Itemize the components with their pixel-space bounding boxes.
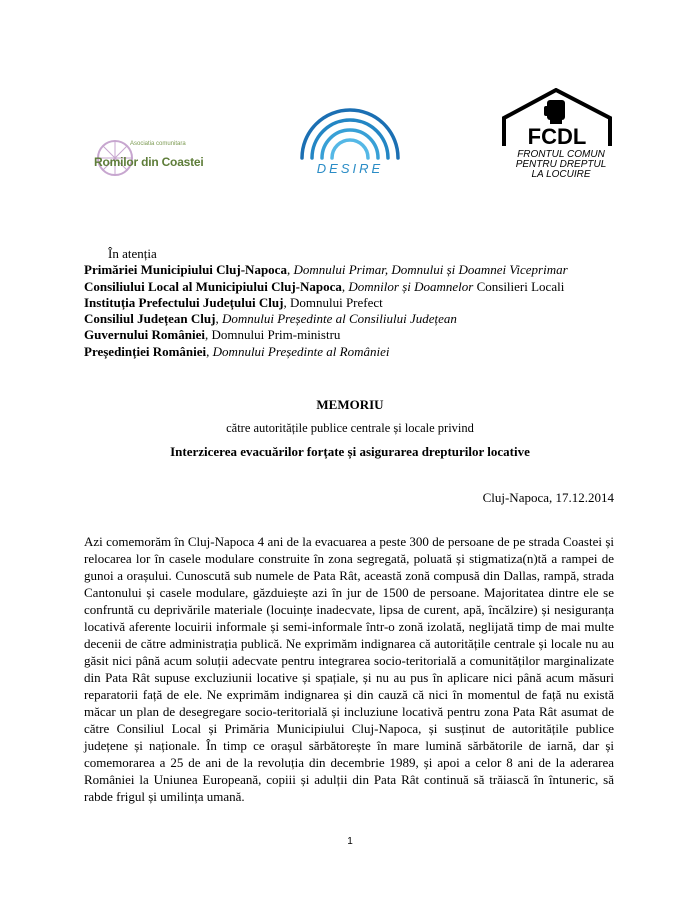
recipient-sep: ,: [215, 311, 222, 327]
address-block: [84, 246, 568, 360]
recipient-line: [84, 279, 568, 295]
body-text: [84, 533, 614, 805]
recipient-sep: ,: [341, 278, 349, 294]
address-intro: În atenția: [108, 246, 157, 261]
fcdl-tagline-line: LA LOCUIRE: [531, 169, 591, 180]
recipient-person: Domnului Prim-ministru: [211, 327, 341, 343]
recipient-sep: ,: [283, 294, 290, 310]
recipient-person: Domnului Președinte al României: [212, 343, 390, 359]
recipient-line: [84, 327, 568, 343]
recipient-line: [84, 344, 568, 360]
rainbow-arcs-icon: [292, 98, 408, 160]
recipient-line: [84, 311, 568, 327]
recipient-org: Consiliului Local al Municipiului Cluj-Napoca: [84, 278, 342, 294]
recipient-person: Domnului Prefect: [289, 294, 383, 310]
body-paragraph: Azi comemorăm în Cluj-Napoca 4 ani de la evacuarea a peste 300 de persoane de pe strada Coastei și relocarea lor în casele modulare construite în zona segregată, poluată și stigmatiza(n)tă a rampei de gunoi a orașului. Cunoscută sub numele de Pata Rât, această zonă compusă din Dallas, rampă, strada Cantonului și casele modulare, găzduiește azi în jur de 1500 de persoane. Majoritatea dintre ele se confruntă cu deprivările materiale (locuințe inadecvate, lipsa de curent, apă, încălzire) și nesiguranța locativă aferente locuirii informale și semi-informale într-o zonă izolată, neglijată timp de mai multe decenii de către administrația publică. Ne exprimăm indignarea că autoritățile centrale și locale nu au găsit nici până acum soluții adecvate pentru integrarea socio-teritorială a comunităților marginalizate din Pata Rât supuse excluziunii locative și spațiale, și nu au pus în aplicare nici până acum măsuri reparatorii față de ele. Ne exprimăm indignarea și din cauză că nici în momentul de față nu există măcar un plan de desegregare socio-teritorială și incluziune locativă pentru zona Pata Rât asumat de către Consiliul Local și Primăria Municipiului Cluj-Napoca, și susținut de autoritățile publice județene și naționale. În timp ce orașul sărbătorește în mare lumină sărbătorile de iarnă, dar și comemorarea a 25 de ani de la revoluția din decembrie 1989, și apoi a celor 8 ani de la aderarea României la Uniunea Europeană, copiii și adulții din Pata Rât continuă să trăiască în întuneric, să rabde frigul și umilința umană.: [84, 534, 614, 804]
fcdl-tagline: [506, 150, 616, 180]
recipient-sep: ,: [206, 343, 213, 359]
romilor-logo: [88, 138, 203, 180]
desire-logo: [292, 98, 408, 184]
house-fist-icon: [498, 88, 620, 150]
recipient-org: Guvernului României: [84, 327, 205, 343]
recipient-sep: ,: [205, 327, 212, 343]
recipient-org: Președinției României: [84, 343, 207, 359]
recipient-org: Consiliul Județean Cluj: [84, 311, 216, 327]
recipient-person: Domnului Primar, Domnului și Doamnei Viceprimar: [293, 262, 568, 278]
document-title: MEMORIU: [316, 397, 384, 412]
recipient-person-tail: Consilieri Locali: [473, 278, 565, 294]
place-date: Cluj-Napoca, 17.12.2014: [482, 490, 614, 505]
romilor-small-text: Asociatia comunitara: [130, 141, 186, 147]
fcdl-tagline-line: PENTRU DREPTUL: [515, 159, 607, 170]
recipient-person: Domnilor și Doamnelor: [348, 278, 474, 294]
recipient-line: [84, 295, 568, 311]
recipient-person: Domnului Președinte al Consiliului Județean: [221, 311, 457, 327]
page-number: 1: [347, 836, 353, 847]
fcdl-tagline-line: FRONTUL COMUN: [517, 149, 605, 160]
recipient-sep: ,: [286, 262, 294, 278]
recipient-line: [84, 262, 568, 278]
fcdl-logo: [498, 88, 620, 193]
document-heading: Interzicerea evacuărilor forțate și asigurarea drepturilor locative: [170, 444, 530, 459]
desire-name: DESIRE: [316, 161, 384, 176]
fcdl-acronym: FCDL: [527, 124, 587, 149]
recipient-org: Instituția Prefectului Județului Cluj: [84, 294, 284, 310]
recipient-org: Primăriei Municipiului Cluj-Napoca: [84, 262, 287, 278]
document-subtitle: către autoritățile publice centrale și locale privind: [226, 421, 474, 435]
romilor-name: Romilor din Coastei: [94, 155, 204, 169]
